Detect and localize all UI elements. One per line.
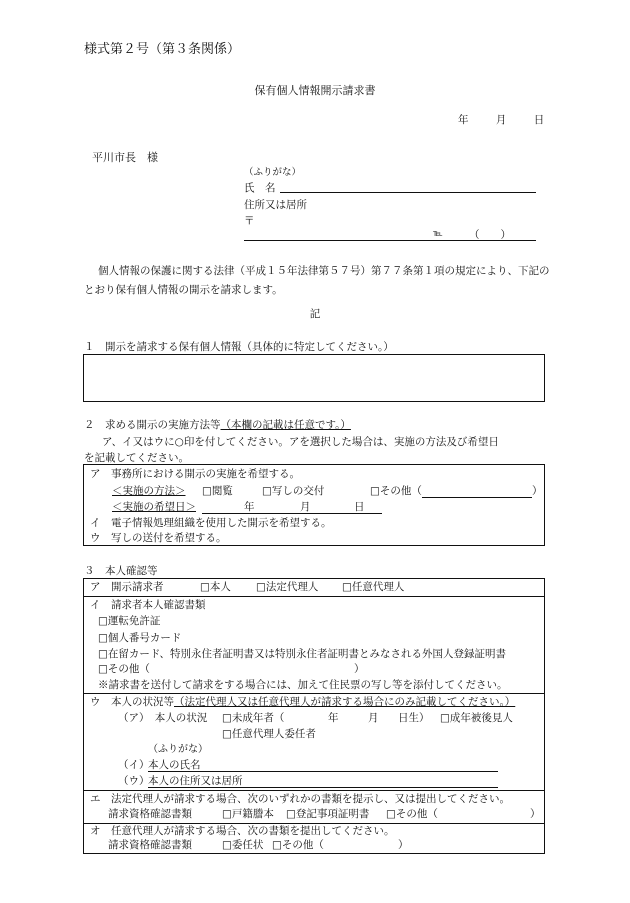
principal-status-label: （ア） 本人の状況: [118, 712, 208, 724]
method-other-checkbox[interactable]: □その他（: [370, 485, 422, 497]
legal-rep-docs-label: 請求資格確認書類: [108, 808, 192, 820]
method-other-close: ）: [532, 485, 543, 497]
registry-checkbox[interactable]: □登記事項証明書: [286, 808, 370, 820]
principal-furigana: （ふりがな）: [148, 744, 208, 755]
delegator-checkbox[interactable]: □任意代理人委任者: [222, 728, 316, 740]
method-label: ＜実施の方法＞: [112, 485, 186, 497]
section2-instruction-1: ア、イ又はウに○印を付してください。アを選択した場合は、実施の方法及び希望日: [102, 436, 499, 448]
method-view-checkbox[interactable]: □閲覧: [202, 485, 233, 497]
method-copy-checkbox[interactable]: □写しの交付: [262, 485, 325, 497]
section2-option-a[interactable]: ア 事務所における開示の実施を希望する。: [90, 468, 300, 480]
requester-type-label: ア 開示請求者: [90, 581, 164, 593]
principal-status-prefix: ウ 本人の状況等: [90, 696, 174, 708]
id-license-checkbox[interactable]: □運転免許証: [98, 615, 161, 627]
applicant-address-label: 住所又は居所: [244, 199, 307, 211]
legal-other-checkbox[interactable]: □その他（: [386, 808, 438, 820]
applicant-name-field[interactable]: [280, 180, 536, 193]
date-month: 月: [495, 114, 507, 126]
divider: [84, 823, 544, 824]
id-docs-label: イ 請求者本人確認書類: [90, 599, 206, 611]
legal-rep-label: エ 法定代理人が請求する場合、次のいずれかの書類を提示し、又は提出してください。: [90, 793, 510, 805]
section2-title-note: （本欄の記載は任意です。）: [220, 419, 351, 431]
tel-label: ℡: [433, 229, 443, 239]
date-day: 日: [533, 114, 545, 126]
power-checkbox[interactable]: □委任状: [222, 839, 264, 851]
principal-status-title: [90, 696, 515, 709]
id-residence-checkbox[interactable]: □在留カード、特別永住者証明書又は特別永住者証明書とみなされる外国人登録証明書: [98, 648, 506, 660]
date-line: [458, 114, 544, 127]
tel-paren: （ ）: [469, 229, 511, 241]
id-other-close: ）: [354, 663, 365, 675]
applicant-name-label: 氏 名: [244, 182, 276, 194]
requester-voluntary-checkbox[interactable]: □任意代理人: [342, 581, 405, 593]
id-mynumber-checkbox[interactable]: □個人番号カード: [98, 632, 182, 644]
date-year: 年: [458, 114, 469, 126]
principal-name-marker: （イ）: [118, 759, 150, 771]
divider: [84, 596, 544, 597]
principal-name-field[interactable]: [148, 759, 498, 772]
id-other-checkbox[interactable]: □その他（: [98, 663, 150, 675]
section2-title-prefix: ２ 求める開示の実施方法等: [84, 419, 221, 431]
postal-mark: 〒: [244, 215, 255, 227]
intro-text: 個人情報の保護に関する法律（平成１５年法律第５７号）第７７条第１項の規定により、下記のとおり保有個人情報の開示を請求します。: [84, 265, 550, 296]
principal-address-marker: （ウ）: [118, 775, 150, 787]
principal-address-label: 本人の住所又は居所: [148, 775, 243, 787]
legal-other-close: ）: [530, 808, 541, 820]
section2-title: [84, 419, 351, 432]
requester-self-checkbox[interactable]: □本人: [200, 581, 231, 593]
date-wish-day: 日: [354, 501, 365, 513]
principal-address-field[interactable]: [148, 775, 498, 788]
minor-month: 月: [368, 712, 379, 724]
section2-option-u[interactable]: ウ 写しの送付を希望する。: [90, 532, 227, 544]
koseki-checkbox[interactable]: □戸籍謄本: [222, 808, 274, 820]
addressee: 平川市長 様: [92, 151, 158, 164]
principal-name-label: 本人の氏名: [148, 759, 201, 771]
minor-birth: 日生）: [398, 712, 430, 724]
ki-marker: 記: [309, 308, 321, 320]
voluntary-rep-docs-label: 請求資格確認書類: [108, 839, 192, 851]
method-other-field[interactable]: [422, 485, 532, 498]
minor-year: 年: [328, 712, 339, 724]
form-number: 様式第２号（第３条関係）: [84, 42, 241, 57]
date-wish-month: 月: [300, 501, 311, 513]
applicant-furigana: （ふりがな）: [244, 167, 302, 178]
section1-input-box[interactable]: [83, 354, 545, 402]
divider: [84, 693, 544, 694]
section2-box: [83, 464, 545, 546]
date-wish-label: ＜実施の希望日＞: [112, 501, 196, 513]
requester-legal-checkbox[interactable]: □法定代理人: [256, 581, 319, 593]
document-title: 保有個人情報開示請求書: [254, 84, 376, 97]
id-note: ※請求書を送付して請求をする場合には、加えて住民票の写し等を添付してください。: [98, 679, 508, 691]
voluntary-other-close: ）: [398, 839, 409, 851]
section2-instruction-2: を記載してください。: [84, 452, 189, 464]
minor-checkbox[interactable]: □未成年者（: [222, 712, 285, 724]
voluntary-rep-label: オ 任意代理人が請求する場合、次の書類を提出してください。: [90, 825, 395, 837]
principal-status-note: （法定代理人又は任意代理人が請求する場合にのみ記載してください。）: [174, 696, 516, 708]
divider: [84, 790, 544, 791]
section3-box: [83, 578, 545, 854]
section1-title: １ 開示を請求する保有個人情報（具体的に特定してください。）: [84, 341, 394, 353]
section2-option-i[interactable]: イ 電子情報処理組織を使用した開示を希望する。: [90, 517, 332, 529]
voluntary-other-checkbox[interactable]: □その他（: [272, 839, 324, 851]
ward-checkbox[interactable]: □成年被後見人: [440, 712, 513, 724]
section3-title: ３ 本人確認等: [84, 565, 158, 577]
date-wish-year: 年: [244, 501, 255, 513]
